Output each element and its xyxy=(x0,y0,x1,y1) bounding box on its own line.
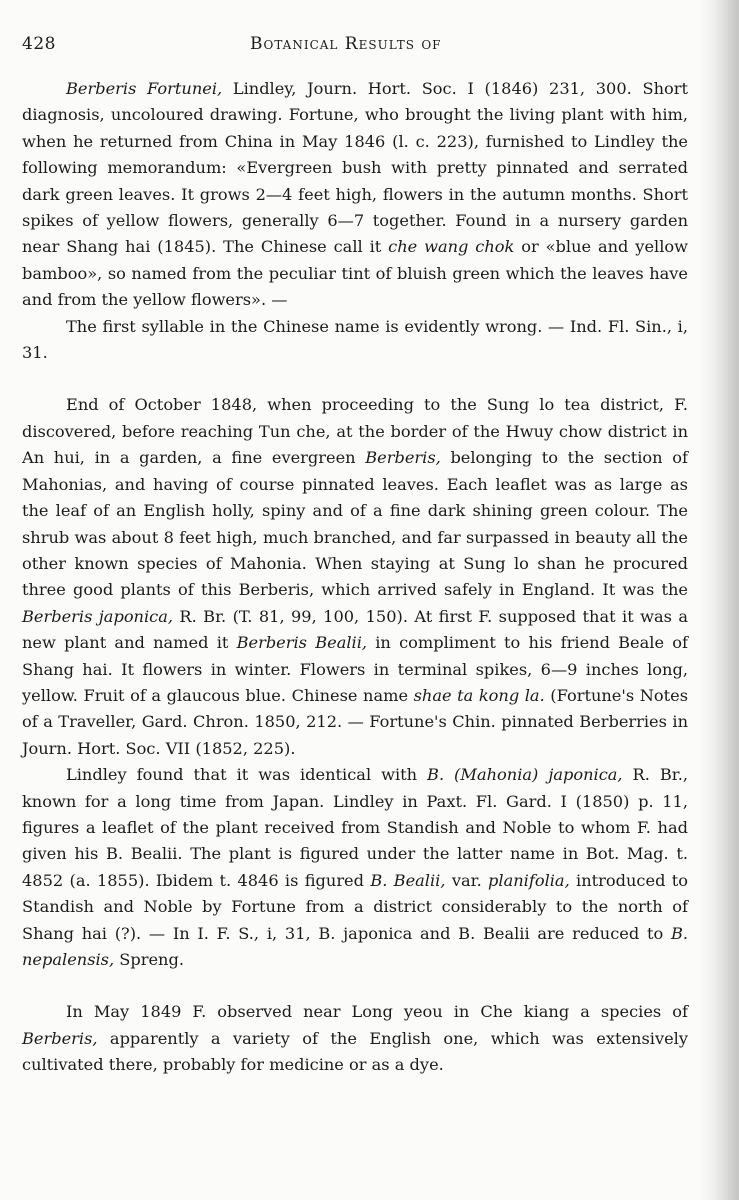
italic-text: che wang chok xyxy=(388,237,515,257)
text-run: Lindley found that it was identical with xyxy=(66,765,428,785)
italic-text: B. (Mahonia) japonica, xyxy=(427,765,623,785)
italic-text: Berberis japonica, xyxy=(22,606,174,626)
paragraph-p3 xyxy=(22,392,688,762)
italic-text: Berberis Fortunei, xyxy=(66,79,223,98)
paragraph-gap xyxy=(22,366,688,392)
text-run: introduced to Standish and Noble by Fortune from a district considerably to the north of Shang hai (?). — In I. F. S., i, 31, B. japonica and B. Bealii are reduced to xyxy=(22,870,689,943)
italic-text: Berberis, xyxy=(365,448,441,468)
italic-text: B. nepalensis, xyxy=(22,923,688,969)
page-number: 428 xyxy=(22,34,56,54)
text-run: apparently a variety of the English one, which was extensively cultivated there, probably for medicine or as a dye. xyxy=(22,1028,688,1075)
text-run: R. Br. (T. 81, 99, 100, 150). At first F. supposed that it was a new plant and named it xyxy=(22,606,688,653)
italic-text: planifolia, xyxy=(488,870,570,890)
running-head: Botanical Results of xyxy=(250,34,442,54)
italic-text: B. Bealii, xyxy=(370,870,446,890)
italic-text: Berberis, xyxy=(22,1028,98,1048)
page-edge-shadow xyxy=(699,0,739,1200)
text-run: var. xyxy=(445,870,489,890)
paragraph-p1 xyxy=(22,76,688,314)
text-run: in compliment to his friend Beale of Shang hai. It flowers in winter. Flowers in terminal spikes, 6—9 inches long, yellow. Fruit of a glaucous blue. Chinese name xyxy=(22,633,689,705)
italic-text: shae ta kong la. xyxy=(413,685,545,705)
text-run: R. Br., known for a long time from Japan. Lindley in Paxt. Fl. Gard. I (1850) p. 11, figures a leaflet of the plant received from Standish and Noble to whom F. had given his B. Bealii. The plant is figured under the latter name in Bot. Mag. t. 4852 (a. 1855). Ibidem t. 4846 is figured xyxy=(22,765,688,890)
paragraph-p5 xyxy=(22,999,688,1078)
italic-text: Berberis Bealii, xyxy=(236,633,368,653)
text-run: (Fortune's Notes of a Traveller, Gard. Chron. 1850, 212. — Fortune's Chin. pinnated Berberries in Journ. Hort. Soc. VII (1852, 225). xyxy=(22,685,688,758)
text-run: belonging to the section of Mahonias, and having of course pinnated leaves. Each leaflet was as large as the leaf of an English holly, spiny and of a fine dark shining green colour. The shrub was about 8 feet high, much branched, and far surpassed in beauty all the other known species of Mahonia. When staying at Sung lo shan he procured three good plants of this Berberis, which arrived safely in England. It was the xyxy=(22,448,688,600)
paragraph-p4 xyxy=(22,762,688,973)
paragraph-p2 xyxy=(22,314,688,367)
body-text xyxy=(22,76,688,1079)
text-run: End of October 1848, when proceeding to the Sung lo tea district, F. discovered, before reaching Tun che, at the border of the Hwuy chow district in An hui, in a garden, a fine evergreen xyxy=(22,395,688,468)
text-run: Spreng. xyxy=(114,950,184,969)
paragraph-gap xyxy=(22,973,688,999)
text-run: The first syllable in the Chinese name is evidently wrong. — Ind. Fl. Sin., i, 31. xyxy=(22,316,688,363)
text-run: In May 1849 F. observed near Long yeou in Che kiang a species of xyxy=(66,1002,688,1022)
page-header xyxy=(22,34,702,58)
text-run: Lindley, Journ. Hort. Soc. I (1846) 231, 300. Short diagnosis, uncoloured drawing. Fortune, who brought the living plant with him, when he returned from China in May 1846 (l. c. 223), furnished to Lindley the following memorandum: «Evergreen bush with pretty pinnated and serrated dark green leaves. It grows 2—4 feet high, flowers in the autumn months. Short spikes of yellow flowers, generally 6—7 together. Found in a nursery garden near Shang hai (1845). The Chinese call it xyxy=(22,79,688,257)
text-run: or «blue and yellow bamboo», so named from the peculiar tint of bluish green which the leaves have and from the yellow flowers». — xyxy=(22,237,688,310)
